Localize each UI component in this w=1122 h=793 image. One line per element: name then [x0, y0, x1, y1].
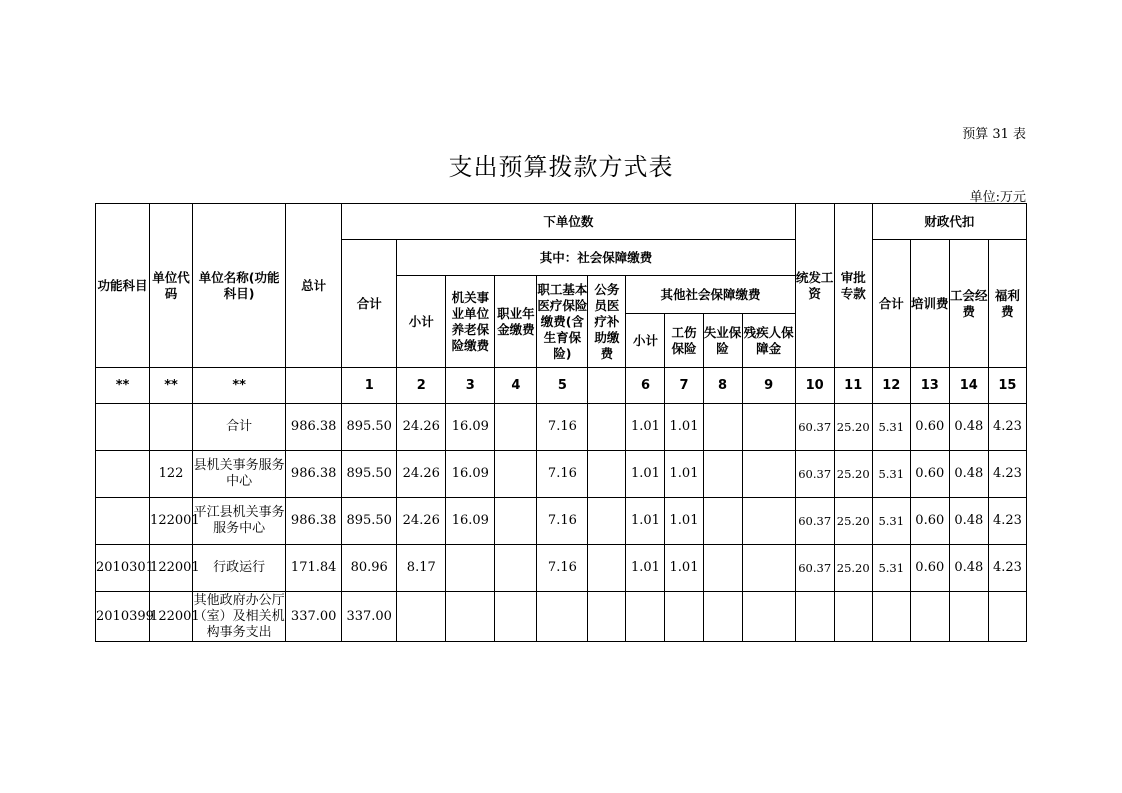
cell-medical: 7.16 [537, 404, 588, 451]
cell-o-sub [626, 592, 665, 642]
cell-training: 0.60 [910, 451, 949, 498]
cell-medical: 7.16 [537, 451, 588, 498]
header-welfare: 福利费 [988, 240, 1026, 368]
header-fiscal-deduct: 财政代扣 [872, 204, 1026, 240]
cell-civil [588, 451, 626, 498]
table-row [96, 404, 1027, 451]
header-xia-dan-wei-shu: 下单位数 [342, 204, 795, 240]
cell-medical: 7.16 [537, 498, 588, 545]
cell-salary: 60.37 [795, 545, 834, 592]
cell-approved [834, 592, 872, 642]
index-cell [588, 368, 626, 404]
cell-xiaoji: 24.26 [397, 498, 446, 545]
cell-o-sub: 1.01 [626, 451, 665, 498]
header-other-social: 其他社会保障缴费 [626, 276, 795, 314]
cell-civil [588, 592, 626, 642]
budget-table [95, 203, 1027, 642]
cell-total: 986.38 [286, 498, 342, 545]
header-other-subtotal: 小计 [626, 314, 665, 368]
cell-unemp [703, 404, 742, 451]
header-medical: 职工基本医疗保险缴费(含生育保险) [537, 276, 588, 368]
cell-xiaoji [397, 592, 446, 642]
cell-welfare: 4.23 [988, 498, 1026, 545]
index-cell: 5 [537, 368, 588, 404]
header-subtotal: 小计 [397, 276, 446, 368]
cell-o-sub: 1.01 [626, 404, 665, 451]
index-cell: ** [150, 368, 193, 404]
cell-fd-total: 5.31 [872, 498, 910, 545]
cell-total: 986.38 [286, 404, 342, 451]
cell-training [910, 592, 949, 642]
index-cell: 14 [949, 368, 988, 404]
cell-func: 2010301 [96, 545, 150, 592]
index-cell: 4 [495, 368, 537, 404]
index-cell: 12 [872, 368, 910, 404]
cell-heji: 895.50 [342, 404, 397, 451]
cell-salary: 60.37 [795, 404, 834, 451]
cell-o-sub: 1.01 [626, 545, 665, 592]
cell-disab [742, 451, 795, 498]
cell-func [96, 498, 150, 545]
header-unit-code: 单位代码 [150, 204, 193, 368]
cell-total: 986.38 [286, 451, 342, 498]
cell-pension: 16.09 [446, 404, 495, 451]
header-unit-name: 单位名称(功能科目) [193, 204, 286, 368]
cell-name: 县机关事务服务中心 [193, 451, 286, 498]
cell-civil [588, 404, 626, 451]
index-cell: ** [193, 368, 286, 404]
cell-civil [588, 498, 626, 545]
cell-name: 合计 [193, 404, 286, 451]
cell-injury: 1.01 [665, 451, 703, 498]
cell-heji: 80.96 [342, 545, 397, 592]
page-title: 支出预算拨款方式表 [448, 153, 674, 181]
cell-approved: 25.20 [834, 545, 872, 592]
table-row [96, 545, 1027, 592]
index-cell: 10 [795, 368, 834, 404]
cell-pension [446, 592, 495, 642]
unit-label: 单位:万元 [969, 190, 1026, 205]
index-cell: 11 [834, 368, 872, 404]
cell-heji: 895.50 [342, 451, 397, 498]
cell-unemp [703, 451, 742, 498]
cell-pension: 16.09 [446, 451, 495, 498]
cell-welfare: 4.23 [988, 545, 1026, 592]
cell-salary: 60.37 [795, 498, 834, 545]
cell-name: 平江县机关事务服务中心 [193, 498, 286, 545]
cell-disab [742, 592, 795, 642]
cell-annuity [495, 498, 537, 545]
cell-func [96, 451, 150, 498]
cell-o-sub: 1.01 [626, 498, 665, 545]
table-row [96, 451, 1027, 498]
cell-medical: 7.16 [537, 545, 588, 592]
cell-name: 其他政府办公厅（室）及相关机构事务支出 [193, 592, 285, 640]
cell-training: 0.60 [910, 498, 949, 545]
header-training: 培训费 [910, 240, 949, 368]
cell-salary: 60.37 [795, 451, 834, 498]
cell-disab [742, 404, 795, 451]
cell-fd-total: 5.31 [872, 404, 910, 451]
header-union: 工会经费 [949, 240, 988, 368]
cell-unemp [703, 498, 742, 545]
cell-union: 0.48 [949, 451, 988, 498]
cell-code: 122001 [150, 545, 193, 592]
cell-union: 0.48 [949, 545, 988, 592]
index-cell [286, 368, 342, 404]
cell-injury [665, 592, 703, 642]
header-social-security: 其中：社会保障缴费 [397, 240, 795, 276]
index-cell: 13 [910, 368, 949, 404]
header-injury: 工伤保险 [665, 314, 703, 368]
header-func-subject: 功能科目 [96, 204, 150, 368]
cell-unemp [703, 545, 742, 592]
cell-approved: 25.20 [834, 451, 872, 498]
index-cell: 7 [665, 368, 703, 404]
cell-xiaoji: 24.26 [397, 451, 446, 498]
table-row [96, 498, 1027, 545]
cell-xiaoji: 24.26 [397, 404, 446, 451]
index-cell: 6 [626, 368, 665, 404]
cell-training: 0.60 [910, 404, 949, 451]
table-number: 预算 31 表 [962, 127, 1026, 142]
cell-func: 2010399 [96, 592, 150, 642]
cell-medical [537, 592, 588, 642]
cell-fd-total: 5.31 [872, 451, 910, 498]
cell-total: 171.84 [286, 545, 342, 592]
cell-name: 行政运行 [193, 545, 286, 592]
cell-union: 0.48 [949, 404, 988, 451]
cell-injury: 1.01 [665, 404, 703, 451]
cell-pension: 16.09 [446, 498, 495, 545]
header-approved-fund: 审批专款 [834, 204, 872, 368]
index-cell: ** [96, 368, 150, 404]
header-disabled: 残疾人保障金 [742, 314, 795, 368]
header-total: 总计 [286, 204, 342, 368]
index-cell: 2 [397, 368, 446, 404]
cell-xiaoji: 8.17 [397, 545, 446, 592]
index-cell: 15 [988, 368, 1026, 404]
cell-code: 122001 [150, 498, 193, 545]
header-civil-medical: 公务员医疗补助缴费 [588, 276, 626, 368]
cell-annuity [495, 404, 537, 451]
index-cell: 1 [342, 368, 397, 404]
header-annuity: 职业年金缴费 [495, 276, 537, 368]
cell-approved: 25.20 [834, 404, 872, 451]
cell-disab [742, 545, 795, 592]
cell-salary [795, 592, 834, 642]
cell-welfare [988, 592, 1026, 642]
index-cell: 8 [703, 368, 742, 404]
cell-func [96, 404, 150, 451]
cell-annuity [495, 592, 537, 642]
cell-injury: 1.01 [665, 545, 703, 592]
cell-training: 0.60 [910, 545, 949, 592]
cell-civil [588, 545, 626, 592]
cell-code [150, 404, 193, 451]
header-unified-salary: 统发工资 [795, 204, 834, 368]
cell-fd-total: 5.31 [872, 545, 910, 592]
cell-fd-total [872, 592, 910, 642]
cell-unemp [703, 592, 742, 642]
cell-approved: 25.20 [834, 498, 872, 545]
cell-pension [446, 545, 495, 592]
cell-code: 122 [150, 451, 193, 498]
cell-heji: 337.00 [342, 592, 397, 642]
cell-code: 122001 [150, 592, 193, 642]
index-cell: 3 [446, 368, 495, 404]
cell-welfare: 4.23 [988, 451, 1026, 498]
cell-union [949, 592, 988, 642]
index-cell: 9 [742, 368, 795, 404]
cell-heji: 895.50 [342, 498, 397, 545]
header-pension: 机关事业单位养老保险缴费 [446, 276, 495, 368]
header-heji: 合计 [342, 240, 397, 368]
cell-injury: 1.01 [665, 498, 703, 545]
cell-annuity [495, 545, 537, 592]
cell-annuity [495, 451, 537, 498]
table-row [96, 592, 1027, 642]
header-unemployment: 失业保险 [703, 314, 742, 368]
cell-total: 337.00 [286, 592, 342, 642]
header-fd-total: 合计 [872, 240, 910, 368]
cell-disab [742, 498, 795, 545]
cell-welfare: 4.23 [988, 404, 1026, 451]
cell-union: 0.48 [949, 498, 988, 545]
